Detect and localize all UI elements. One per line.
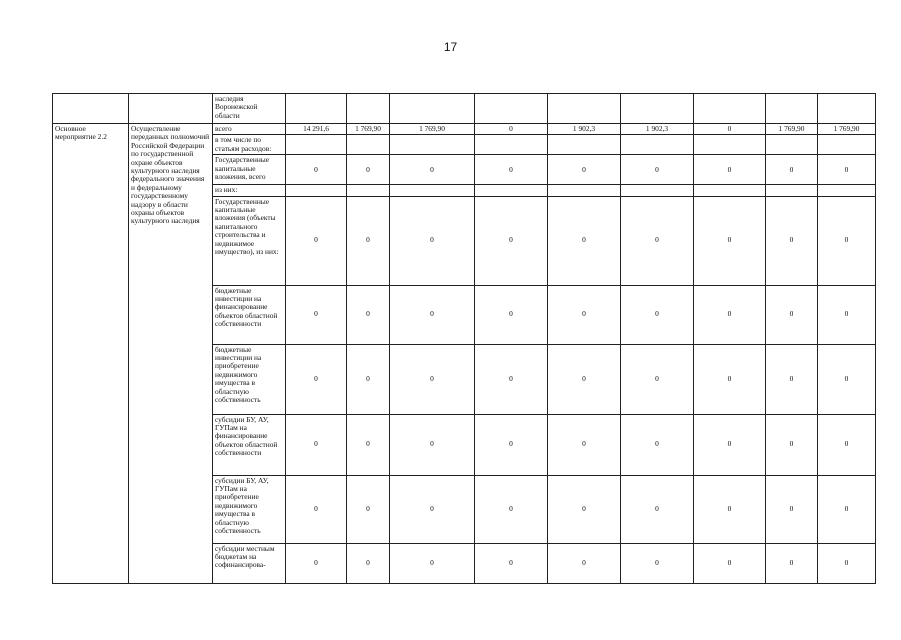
row-label: субсидии БУ, АУ, ГУПам на приобретение недвижимого имущества в областную собственность [213,475,286,543]
value-cell [818,135,876,155]
value-cell: 0 [694,414,766,475]
spacer-cell [694,583,766,584]
value-cell [347,135,390,155]
value-cell: 0 [766,155,818,185]
code-cell [53,94,129,124]
value-cell: 0 [766,196,818,285]
spacer-cell [213,583,286,584]
value-cell [475,94,548,124]
row-label: субсидии местным бюджетам на софинансирова- [213,543,286,583]
value-cell: 0 [475,124,548,135]
value-cell: 0 [475,285,548,344]
value-cell: 0 [766,414,818,475]
value-cell: 0 [347,155,390,185]
value-cell: 0 [390,285,475,344]
value-cell: 0 [286,414,347,475]
value-cell: 0 [347,414,390,475]
value-cell: 0 [475,196,548,285]
spacer-cell [621,583,694,584]
value-cell [286,185,347,196]
value-cell: 0 [694,124,766,135]
value-cell: 0 [621,196,694,285]
value-cell: 0 [390,414,475,475]
value-cell: 0 [766,285,818,344]
row-label: бюджетные инвестиции на приобретение недвижимого имущества в областную собственность [213,344,286,414]
title-cell [129,94,213,124]
value-cell: 0 [818,475,876,543]
row-label: наследия Воронежской области [213,94,286,124]
value-cell [390,94,475,124]
value-cell [766,185,818,196]
row-label: из них: [213,185,286,196]
value-cell: 0 [548,155,621,185]
table-row [53,124,876,135]
value-cell [621,94,694,124]
spacer-cell [390,583,475,584]
value-cell [621,185,694,196]
value-cell: 0 [548,414,621,475]
value-cell: 0 [286,475,347,543]
value-cell: 0 [390,475,475,543]
value-cell: 0 [347,196,390,285]
value-cell: 0 [818,344,876,414]
value-cell: 1 769,90 [766,124,818,135]
value-cell: 0 [475,475,548,543]
value-cell: 0 [347,543,390,583]
value-cell [548,135,621,155]
value-cell: 0 [818,155,876,185]
value-cell [818,94,876,124]
value-cell [621,135,694,155]
value-cell: 0 [621,155,694,185]
value-cell: 0 [286,543,347,583]
value-cell [286,135,347,155]
value-cell: 0 [475,414,548,475]
spacer-cell [286,583,347,584]
row-label: Государственные капитальные вложения (объекты капитального строительства и недвижимое имущество), из них: [213,196,286,285]
value-cell: 1 769,90 [390,124,475,135]
value-cell [766,135,818,155]
value-cell: 0 [818,196,876,285]
value-cell: 1 902,3 [621,124,694,135]
value-cell: 0 [548,344,621,414]
value-cell: 0 [548,475,621,543]
value-cell [390,185,475,196]
value-cell [286,94,347,124]
value-cell: 0 [390,344,475,414]
value-cell [475,185,548,196]
value-cell [766,94,818,124]
value-cell: 0 [548,196,621,285]
value-cell: 0 [621,475,694,543]
value-cell: 0 [766,543,818,583]
value-cell [347,185,390,196]
value-cell [390,135,475,155]
value-cell: 0 [694,285,766,344]
value-cell: 0 [475,543,548,583]
value-cell: 0 [347,475,390,543]
value-cell: 0 [766,475,818,543]
value-cell: 0 [818,543,876,583]
value-cell [694,135,766,155]
row-label: Государственные капитальные вложения, всего [213,155,286,185]
value-cell: 1 902,3 [548,124,621,135]
value-cell: 0 [621,543,694,583]
value-cell: 0 [694,196,766,285]
value-cell: 0 [694,543,766,583]
spacer-cell [548,583,621,584]
value-cell [548,185,621,196]
spacer-cell [475,583,548,584]
value-cell: 0 [694,475,766,543]
row-label: в том числе по статьям расходов: [213,135,286,155]
budget-table [52,93,876,584]
value-cell [694,94,766,124]
value-cell: 0 [694,155,766,185]
spacer-cell [766,583,818,584]
value-cell: 0 [286,155,347,185]
value-cell: 0 [548,543,621,583]
page-number: 17 [443,40,458,54]
value-cell [548,94,621,124]
value-cell: 0 [818,414,876,475]
value-cell: 0 [621,344,694,414]
value-cell: 0 [621,285,694,344]
value-cell [694,185,766,196]
value-cell: 0 [347,344,390,414]
value-cell: 0 [390,155,475,185]
value-cell: 0 [390,543,475,583]
value-cell: 0 [286,285,347,344]
row-label: всего [213,124,286,135]
value-cell: 14 291,6 [286,124,347,135]
value-cell [475,135,548,155]
value-cell: 0 [621,414,694,475]
value-cell: 1 769,90 [818,124,876,135]
value-cell [347,94,390,124]
value-cell: 0 [475,155,548,185]
value-cell: 0 [390,196,475,285]
spacer-cell [347,583,390,584]
value-cell: 1 769,90 [347,124,390,135]
measure-title: Осуществление переданных полномочий Российской Федерации по государственной охране объектов культурного наследия федерального значения и федеральному государственному надзору в области охраны объектов культурного наследия [129,124,213,584]
value-cell: 0 [818,285,876,344]
spacer-cell [818,583,876,584]
row-label: субсидии БУ, АУ, ГУПам на финансирование объектов областной собственности [213,414,286,475]
value-cell: 0 [286,196,347,285]
value-cell: 0 [286,344,347,414]
value-cell: 0 [347,285,390,344]
value-cell: 0 [548,285,621,344]
value-cell: 0 [475,344,548,414]
table-row-continuation [53,94,876,124]
measure-code: Основное мероприятие 2.2 [53,124,129,584]
value-cell [818,185,876,196]
value-cell: 0 [694,344,766,414]
value-cell: 0 [766,344,818,414]
row-label: бюджетные инвестиции на финансирование объектов областной собственности [213,285,286,344]
